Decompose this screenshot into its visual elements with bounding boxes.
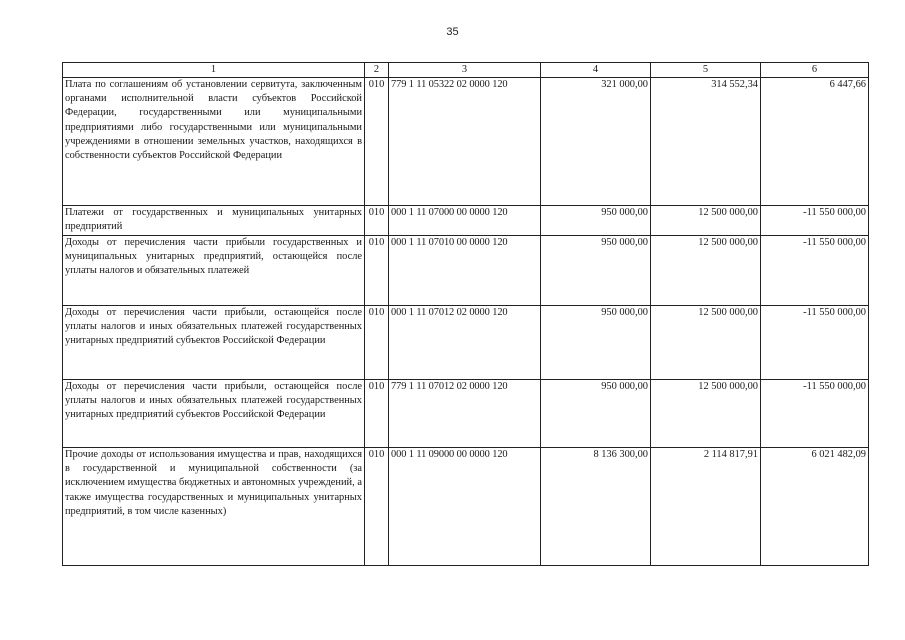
row-executed-amount: 314 552,34 (651, 78, 761, 206)
header-col-3: 3 (389, 63, 541, 78)
table-row (63, 78, 869, 206)
row-unexecuted-amount: -11 550 000,00 (761, 236, 869, 306)
row-line-code: 010 (365, 306, 389, 380)
table-row (63, 380, 869, 448)
row-approved-amount: 950 000,00 (541, 380, 651, 448)
row-name: Доходы от перечисления части прибыли, остающейся после уплаты налогов и иных обязательных платежей государственных унитарных предприятий субъектов Российской Федерации (63, 380, 365, 448)
table-row (63, 236, 869, 306)
table-row (63, 306, 869, 380)
row-unexecuted-amount: -11 550 000,00 (761, 380, 869, 448)
row-line-code: 010 (365, 78, 389, 206)
row-unexecuted-amount: -11 550 000,00 (761, 306, 869, 380)
row-executed-amount: 12 500 000,00 (651, 306, 761, 380)
row-line-code: 010 (365, 236, 389, 306)
row-budget-code: 779 1 11 05322 02 0000 120 (389, 78, 541, 206)
header-col-4: 4 (541, 63, 651, 78)
row-executed-amount: 12 500 000,00 (651, 236, 761, 306)
header-col-6: 6 (761, 63, 869, 78)
row-approved-amount: 8 136 300,00 (541, 448, 651, 566)
row-budget-code: 779 1 11 07012 02 0000 120 (389, 380, 541, 448)
table-header-row (63, 63, 869, 78)
row-approved-amount: 321 000,00 (541, 78, 651, 206)
row-approved-amount: 950 000,00 (541, 236, 651, 306)
row-budget-code: 000 1 11 07000 00 0000 120 (389, 206, 541, 236)
row-name: Прочие доходы от использования имущества и прав, находящихся в государственной и муниципальной собственности (за исключением имущества бюджетных и автономных учреждений, а также имущества государственных и муниципальных унитарных предприятий, в том числе казенных) (63, 448, 365, 566)
row-line-code: 010 (365, 206, 389, 236)
row-executed-amount: 2 114 817,91 (651, 448, 761, 566)
row-line-code: 010 (365, 448, 389, 566)
table-row (63, 448, 869, 566)
row-approved-amount: 950 000,00 (541, 306, 651, 380)
row-approved-amount: 950 000,00 (541, 206, 651, 236)
row-budget-code: 000 1 11 07010 00 0000 120 (389, 236, 541, 306)
row-name: Платежи от государственных и муниципальных унитарных предприятий (63, 206, 365, 236)
header-col-5: 5 (651, 63, 761, 78)
row-unexecuted-amount: 6 447,66 (761, 78, 869, 206)
budget-revenue-table (62, 62, 869, 566)
row-executed-amount: 12 500 000,00 (651, 380, 761, 448)
row-budget-code: 000 1 11 07012 02 0000 120 (389, 306, 541, 380)
page-number: 35 (446, 26, 459, 38)
row-line-code: 010 (365, 380, 389, 448)
row-unexecuted-amount: 6 021 482,09 (761, 448, 869, 566)
row-budget-code: 000 1 11 09000 00 0000 120 (389, 448, 541, 566)
row-executed-amount: 12 500 000,00 (651, 206, 761, 236)
row-name: Плата по соглашениям об установлении сервитута, заключенным органами исполнительной власти субъектов Российской Федерации, государственными или муниципальными предприятиями либо государственными или муниципальными учреждениями в отношении земельных участков, находящихся в собственности субъектов Российской Федерации (63, 78, 365, 206)
table-row (63, 206, 869, 236)
header-col-1: 1 (63, 63, 365, 78)
row-name: Доходы от перечисления части прибыли, остающейся после уплаты налогов и иных обязательных платежей государственных унитарных предприятий субъектов Российской Федерации (63, 306, 365, 380)
header-col-2: 2 (365, 63, 389, 78)
row-unexecuted-amount: -11 550 000,00 (761, 206, 869, 236)
row-name: Доходы от перечисления части прибыли государственных и муниципальных унитарных предприятий, остающейся после уплаты налогов и обязательных платежей (63, 236, 365, 306)
